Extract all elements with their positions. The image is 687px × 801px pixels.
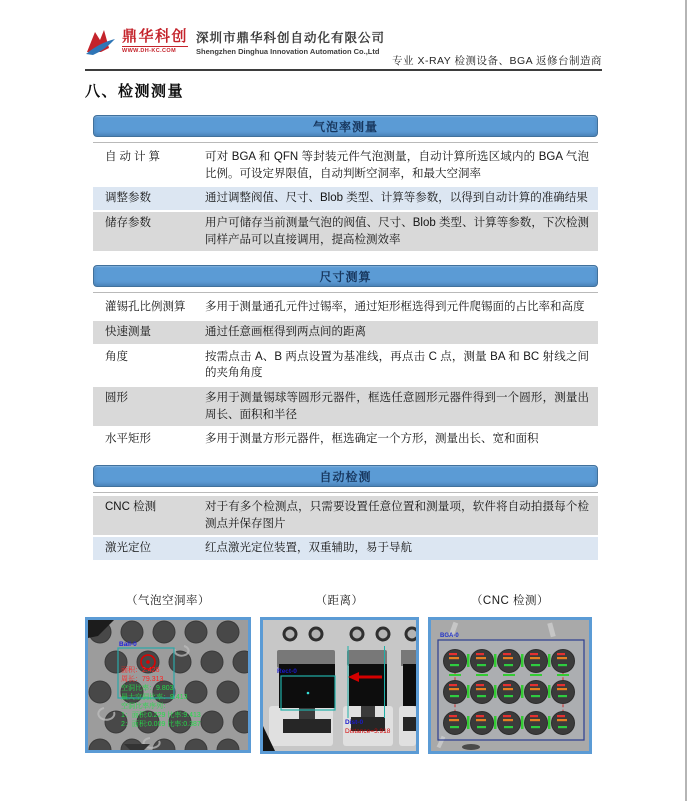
xray-image-distance bbox=[260, 617, 419, 754]
row-label: 调整参数 bbox=[105, 192, 151, 205]
brand-block bbox=[122, 29, 188, 54]
distance-value: Distance=3.918 bbox=[345, 728, 391, 736]
company-tagline: 专业 X-RAY 检测设备、BGA 返修台制造商 bbox=[392, 55, 602, 67]
brand-website: WWW.DH-KC.COM bbox=[122, 46, 188, 54]
readout-line: 1：面积:0.229 比率:9.413 bbox=[121, 712, 201, 720]
company-name-cn: 深圳市鼎华科创自动化有限公司 bbox=[196, 31, 386, 45]
company-name-block bbox=[196, 28, 385, 56]
component-left bbox=[277, 650, 335, 733]
row-label: 储存参数 bbox=[105, 217, 151, 230]
row-desc: 红点激光定位装置，双重辅助，易于导航 bbox=[205, 542, 412, 555]
row-label: 角度 bbox=[105, 350, 128, 363]
row-desc: 通过任意画框得到两点间的距离 bbox=[205, 326, 366, 339]
bga-label: BGA-0 bbox=[440, 633, 459, 640]
row-desc: 多用于测量方形元器件，框选确定一个方形，测量出长、宽和面积 bbox=[205, 433, 539, 446]
row-desc: 对于有多个检测点，只需要设置任意位置和测量项，软件将自动拍摄每个检测点并保存图片 bbox=[205, 501, 589, 530]
row-label: 快速测量 bbox=[105, 326, 151, 339]
figure-caption: （距离） bbox=[315, 595, 364, 608]
banner-bubble-rate bbox=[93, 115, 598, 137]
xray-image-bubble-void bbox=[85, 617, 251, 753]
brand-name: 鼎华科创 bbox=[122, 28, 189, 45]
void-marker-dot bbox=[146, 660, 150, 664]
row-label: 圆形 bbox=[105, 392, 128, 405]
table-row bbox=[93, 428, 598, 451]
figure-cnc-detect bbox=[428, 592, 592, 754]
banner-auto-detect bbox=[93, 465, 598, 487]
readout-line: 空洞比率序列： bbox=[121, 703, 170, 711]
row-desc: 按需点击 A、B 两点设置为基准线，再点击 C 点，测量 BA 和 BC 射线之间的夹角角度 bbox=[205, 350, 589, 380]
rect-label: Rect-0 bbox=[277, 668, 297, 676]
banner-label: 自动检测 bbox=[319, 469, 372, 484]
table-bubble-rate bbox=[93, 142, 598, 251]
xray-image-cnc bbox=[428, 617, 592, 754]
row-desc: 多用于测量锡球等圆形元器件，框选任意圆形元器件得到一个圆形，测量出周长、面积和半径 bbox=[205, 392, 589, 421]
company-header bbox=[85, 26, 602, 71]
table-size-measure bbox=[93, 292, 598, 451]
row-label: 激光定位 bbox=[105, 542, 151, 555]
cnc-xray-graphic bbox=[431, 620, 589, 751]
row-label: 自动计算 bbox=[105, 151, 163, 163]
table-row bbox=[93, 187, 598, 210]
figure-caption: （CNC 检测） bbox=[470, 595, 550, 608]
bubble-void-xray-graphic bbox=[88, 620, 248, 750]
image-bottom-shadow bbox=[462, 744, 480, 750]
row-desc: 多用于测量通孔元件过锡率，通过矩形框选得到元件爬锡面的占比率和高度 bbox=[205, 301, 585, 314]
figure-strip bbox=[85, 592, 602, 754]
table-auto-detect bbox=[93, 492, 598, 560]
table-row bbox=[93, 296, 598, 319]
dist-label: Dist-0 bbox=[345, 719, 364, 727]
table-row bbox=[93, 387, 598, 426]
component-right bbox=[401, 650, 416, 731]
banner-size-measure bbox=[93, 265, 598, 287]
section-title: 八、检测测量 bbox=[85, 83, 185, 100]
readout-line: 周长：79.313 bbox=[121, 676, 164, 684]
table-row bbox=[93, 346, 598, 385]
readout-line: 2：面积:0.009 比率:0.387 bbox=[121, 721, 201, 729]
table-row bbox=[93, 146, 598, 185]
figure-caption: （气泡空洞率） bbox=[126, 595, 210, 608]
row-desc: 用户可储存当前测量气泡的阀值、尺寸、Blob 类型、计算等参数，下次检测同样产品可以直接调用，提高检测效率 bbox=[205, 217, 589, 246]
row-label: 水平矩形 bbox=[105, 433, 151, 446]
logo-icon bbox=[85, 28, 119, 58]
page-content bbox=[85, 26, 602, 754]
row-label: 灌锡孔比例测算 bbox=[105, 301, 186, 314]
readout-line: 最大空洞比率：9.413 bbox=[121, 694, 188, 702]
table-row bbox=[93, 496, 598, 535]
company-name-en: Shengzhen Dinghua Innovation Automation Co.,Ltd bbox=[196, 47, 380, 56]
row-label: CNC 检测 bbox=[105, 501, 157, 514]
banner-label: 尺寸测算 bbox=[319, 269, 372, 284]
figure-distance bbox=[260, 592, 419, 754]
row-desc: 可对 BGA 和 QFN 等封装元件气泡测量，自动计算所选区域内的 BGA 气泡比例。可设定界限值，自动判断空洞率，和最大空洞率 bbox=[205, 151, 589, 180]
inspection-balls bbox=[444, 650, 575, 735]
rect-center-dot bbox=[307, 692, 310, 695]
row-desc: 通过调整阀值、尺寸、Blob 类型、计算等参数，以得到自动计算的准确结果 bbox=[205, 192, 588, 205]
readout-line: 面积：2.426 bbox=[121, 667, 160, 675]
table-row bbox=[93, 212, 598, 251]
distance-xray-graphic bbox=[263, 620, 416, 751]
banner-label: 气泡率测量 bbox=[312, 119, 378, 134]
readout-line: 空洞比率：9.803 bbox=[121, 685, 174, 693]
table-row bbox=[93, 321, 598, 344]
table-row bbox=[93, 537, 598, 560]
figure-bubble-void bbox=[85, 592, 251, 754]
ball-label: Ball-0 bbox=[119, 641, 137, 649]
